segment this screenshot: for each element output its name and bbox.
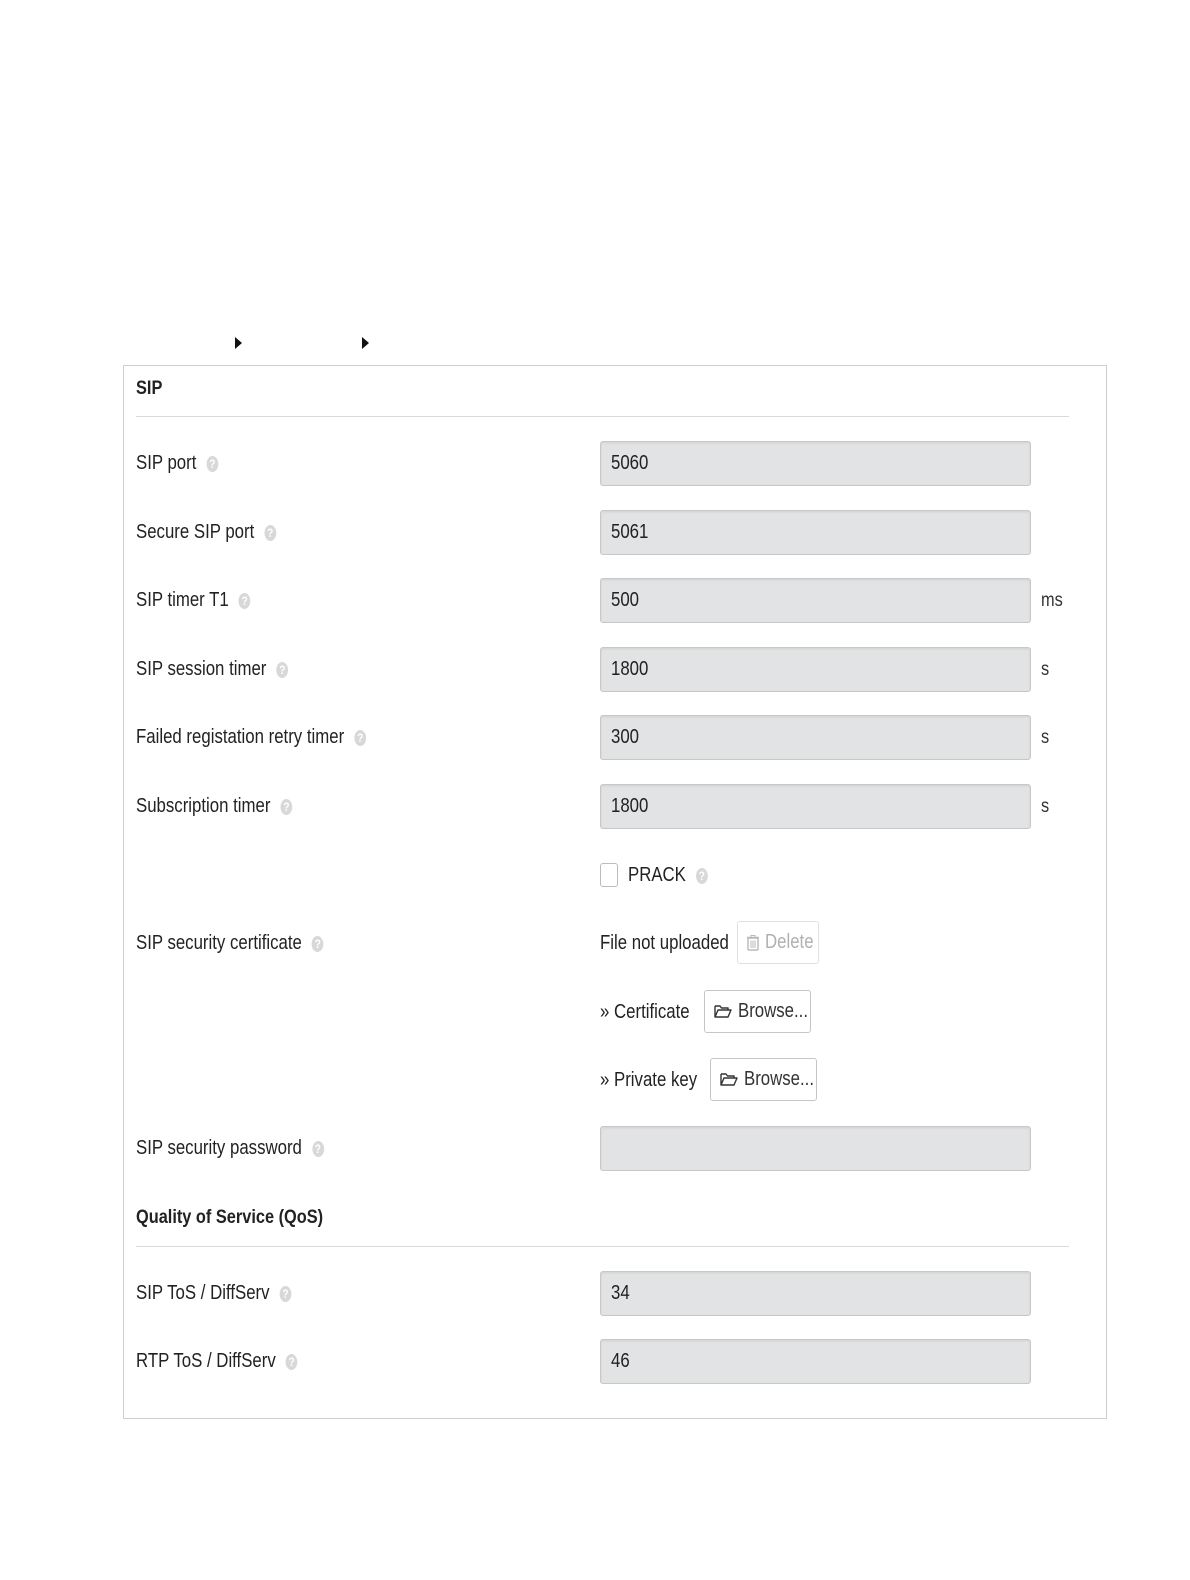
unit-label: ms: [1041, 589, 1063, 611]
row-subscription-timer: [124, 784, 1108, 829]
row-secure-sip-port: [124, 510, 1108, 555]
help-icon[interactable]: ?: [312, 1141, 324, 1157]
help-icon[interactable]: ?: [354, 730, 366, 746]
row-sip-security-password: [124, 1126, 1108, 1171]
section-divider: [136, 1246, 1069, 1247]
field-label: [136, 1339, 298, 1384]
subscription-timer-value: 1800: [611, 795, 649, 817]
help-icon[interactable]: ?: [696, 868, 708, 884]
unit-label: s: [1041, 795, 1050, 817]
subscription-timer-input[interactable]: [600, 784, 1031, 829]
row-sip-session-timer: [124, 647, 1108, 692]
row-private-key-upload: [124, 1058, 1108, 1103]
secure-sip-port-label: Secure SIP port: [136, 521, 255, 543]
folder-open-icon: [714, 1004, 732, 1019]
failed-registration-retry-timer-label: Failed registation retry timer: [136, 726, 345, 748]
sip-timer-t1-value: 500: [611, 589, 640, 611]
failed-registration-retry-timer-value: 300: [611, 726, 640, 748]
browse-button-label: Browse...: [744, 1068, 815, 1090]
row-sip-tos: [124, 1271, 1108, 1316]
browse-button-label: Browse...: [738, 1000, 809, 1022]
certificate-upload-label: » Certificate: [600, 1001, 690, 1023]
sip-session-timer-label: SIP session timer: [136, 658, 267, 680]
secure-sip-port-input[interactable]: [600, 510, 1031, 555]
delete-button-label: Delete: [765, 931, 814, 953]
help-icon[interactable]: ?: [286, 1354, 298, 1370]
secure-sip-port-value: 5061: [611, 521, 649, 543]
sip-security-password-input[interactable]: [600, 1126, 1031, 1171]
delete-button[interactable]: [737, 921, 819, 964]
sip-port-value: 5060: [611, 452, 649, 474]
help-icon[interactable]: ?: [281, 799, 293, 815]
unit-label: s: [1041, 658, 1050, 680]
failed-registration-retry-timer-input[interactable]: [600, 715, 1031, 760]
sip-tos-label: SIP ToS / DiffServ: [136, 1282, 270, 1304]
sip-security-password-label: SIP security password: [136, 1137, 302, 1159]
rtp-tos-label: RTP ToS / DiffServ: [136, 1350, 276, 1372]
certificate-browse-button[interactable]: [704, 990, 811, 1033]
field-label: [136, 921, 324, 966]
sip-timer-t1-input[interactable]: [600, 578, 1031, 623]
row-prack: [124, 853, 1108, 898]
field-label: [136, 647, 288, 692]
prack-label: PRACK: [628, 864, 686, 886]
row-sip-security-certificate: [124, 921, 1108, 966]
field-label: [136, 1126, 324, 1171]
row-sip-port: [124, 441, 1108, 486]
rtp-tos-input[interactable]: [600, 1339, 1031, 1384]
section-title-qos: Quality of Service (QoS): [136, 1207, 324, 1228]
trash-icon: [747, 935, 759, 951]
section-divider: [136, 416, 1069, 417]
folder-open-icon: [720, 1072, 738, 1087]
prack-label-wrap: [628, 853, 708, 898]
field-label: [136, 1271, 291, 1316]
help-icon[interactable]: ?: [206, 456, 218, 472]
help-icon[interactable]: ?: [312, 936, 324, 952]
sip-security-certificate-label: SIP security certificate: [136, 932, 302, 954]
sip-session-timer-value: 1800: [611, 658, 649, 680]
help-icon[interactable]: ?: [239, 593, 251, 609]
section-title-sip: SIP: [136, 378, 163, 399]
row-sip-timer-t1: [124, 578, 1108, 623]
sip-timer-t1-label: SIP timer T1: [136, 589, 229, 611]
help-icon[interactable]: ?: [276, 662, 288, 678]
field-label: [136, 510, 276, 555]
private-key-upload-label: » Private key: [600, 1069, 698, 1091]
field-label: [136, 715, 366, 760]
breadcrumb-caret-right-icon: [235, 337, 242, 349]
sip-settings-panel: [123, 365, 1107, 1419]
rtp-tos-value: 46: [611, 1350, 630, 1372]
prack-checkbox[interactable]: [600, 863, 618, 887]
help-icon[interactable]: ?: [264, 525, 276, 541]
field-label: [136, 578, 251, 623]
sip-tos-value: 34: [611, 1282, 630, 1304]
row-failed-registration-retry-timer: [124, 715, 1108, 760]
subscription-timer-label: Subscription timer: [136, 795, 271, 817]
private-key-browse-button[interactable]: [710, 1058, 817, 1101]
help-icon[interactable]: ?: [280, 1286, 292, 1302]
field-label: [136, 784, 292, 829]
row-certificate-upload: [124, 990, 1108, 1035]
row-rtp-tos: [124, 1339, 1108, 1384]
field-label: [136, 441, 218, 486]
certificate-status: File not uploaded: [600, 932, 729, 954]
breadcrumb-caret-right-icon: [362, 337, 369, 349]
sip-port-label: SIP port: [136, 452, 197, 474]
unit-label: s: [1041, 726, 1050, 748]
sip-session-timer-input[interactable]: [600, 647, 1031, 692]
sip-port-input[interactable]: [600, 441, 1031, 486]
sip-tos-input[interactable]: [600, 1271, 1031, 1316]
